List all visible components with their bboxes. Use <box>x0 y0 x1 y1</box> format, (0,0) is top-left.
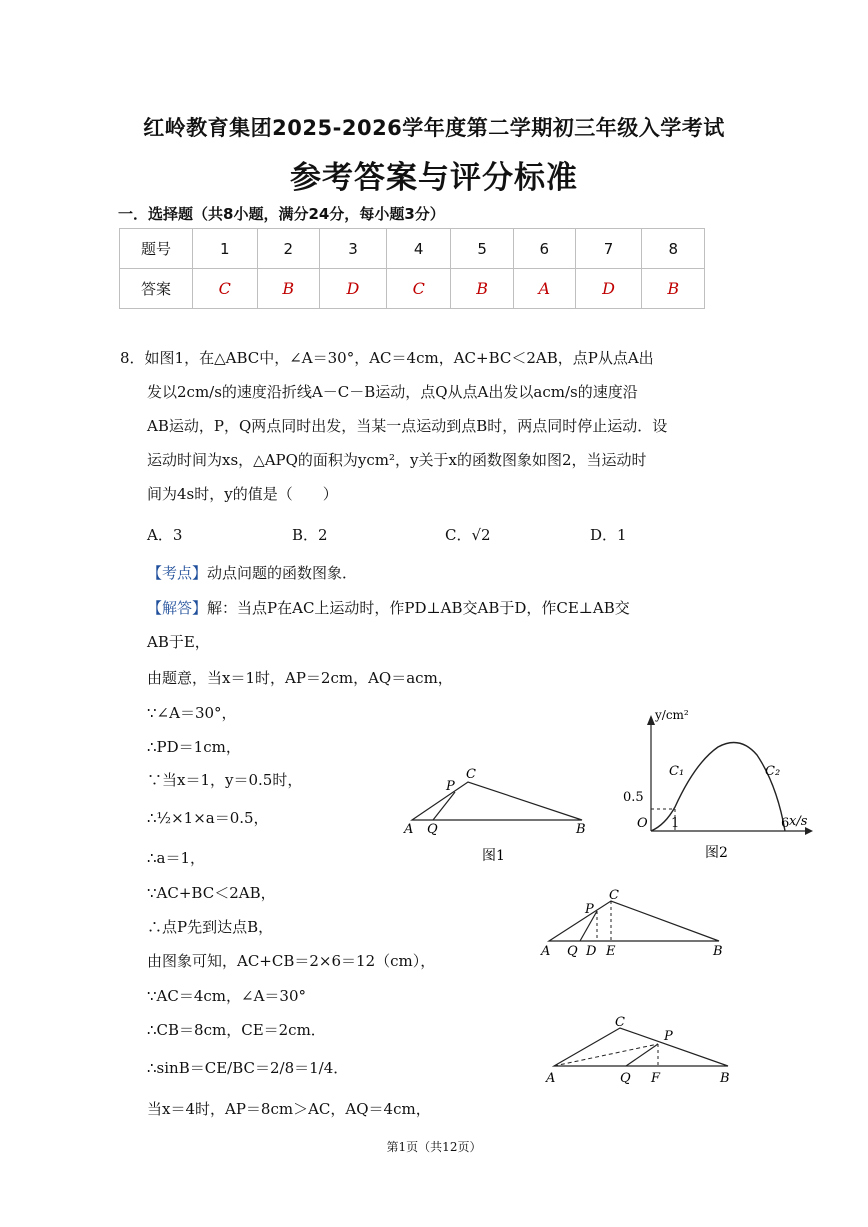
question-line: 8．如图1，在△ABC中，∠A＝30°，AC＝4cm，AC+BC＜2AB，点P从点A出 <box>120 349 654 367</box>
label-e: E <box>606 944 616 959</box>
origin-label: O <box>637 816 648 831</box>
table-row-numbers <box>120 229 705 269</box>
question-line: AB运动，P，Q两点同时出发，当某一点运动到点B时，两点同时停止运动．设 <box>147 417 668 435</box>
label-q: Q <box>620 1071 631 1086</box>
solution-step: 由题意，当x＝1时，AP＝2cm，AQ＝acm， <box>147 669 453 687</box>
option-d: D．1 <box>590 526 627 544</box>
answer-cell: C <box>386 269 451 309</box>
y-axis-arrow <box>647 715 655 725</box>
answer-cell: C <box>193 269 258 309</box>
label-a: A <box>546 1071 556 1086</box>
figure-4 <box>540 1010 740 1090</box>
answer-cell: B <box>642 269 705 309</box>
label-p: P <box>585 902 594 917</box>
label-c: C <box>615 1015 625 1030</box>
figure-caption: 图2 <box>705 845 728 861</box>
label-c: C <box>609 888 619 903</box>
figure-caption: 图1 <box>482 848 505 864</box>
solution-step: ∵∠A＝30°， <box>147 704 237 722</box>
label-a: A <box>541 944 551 959</box>
label-q: Q <box>567 944 578 959</box>
label-p: P <box>446 779 455 794</box>
table-cell: 4 <box>386 229 451 269</box>
label-b: B <box>713 944 723 959</box>
solution-step: ∵当x＝1，y＝0.5时， <box>147 771 303 789</box>
tick-label-1: 1 <box>671 816 680 831</box>
label-f: F <box>651 1071 661 1086</box>
answer-cell: A <box>513 269 575 309</box>
question-line: 运动时间为xs，△APQ的面积为ycm²，y关于x的函数图象如图2，当运动时 <box>147 451 647 469</box>
segment-pq <box>433 792 455 820</box>
kaodian-tag: 【考点】 <box>147 564 208 582</box>
solution-step: ∵AC＝4cm，∠A＝30° <box>147 987 307 1005</box>
kaodian-text: 动点问题的函数图象． <box>207 564 358 582</box>
option-a: A．3 <box>147 526 183 544</box>
tick-label-6: 6 <box>781 816 790 831</box>
answer-cell: D <box>319 269 386 309</box>
option-b: B．2 <box>292 526 328 544</box>
figure-3 <box>535 885 735 965</box>
figure-1 <box>400 760 600 870</box>
solution-line: AB于E， <box>147 633 210 651</box>
x-axis-label: x/s <box>789 814 808 829</box>
solution-step: ∴PD＝1cm， <box>147 738 241 756</box>
curve-label-c2: C₂ <box>765 764 781 779</box>
table-cell: 3 <box>319 229 386 269</box>
answer-cell: B <box>257 269 319 309</box>
solution-step: 当x＝4时，AP＝8cm＞AC，AQ＝4cm， <box>147 1100 431 1118</box>
label-b: B <box>720 1071 730 1086</box>
solution-step: ∴½×1×a＝0.5， <box>147 809 269 827</box>
solution-step: ∵AC+BC＜2AB， <box>147 884 276 902</box>
label-p: P <box>664 1029 673 1044</box>
y-axis-label: y/cm² <box>655 708 689 722</box>
question-line: 间为4s时，y的值是（ ） <box>147 485 338 503</box>
answer-table <box>119 228 705 309</box>
jieda-tag: 【解答】 <box>147 599 208 617</box>
answer-key-title: 参考答案与评分标准 <box>290 160 578 196</box>
exam-title: 红岭教育集团2025-2026学年度第二学期初三年级入学考试 <box>143 116 725 140</box>
table-cell: 5 <box>451 229 513 269</box>
table-cell: 7 <box>575 229 642 269</box>
table-row-answers <box>120 269 705 309</box>
label-a: A <box>404 822 414 837</box>
segment-qp <box>626 1044 658 1066</box>
triangle-abc <box>554 1028 728 1066</box>
answer-cell: B <box>451 269 513 309</box>
solution-step: ∴CB＝8cm，CE＝2cm． <box>147 1021 326 1039</box>
table-cell: 6 <box>513 229 575 269</box>
table-cell: 8 <box>642 229 705 269</box>
section-heading: 一．选择题（共8小题，满分24分，每小题3分） <box>118 205 445 223</box>
jieda-text: 解：当点P在AC上运动时，作PD⊥AB交AB于D，作CE⊥AB交 <box>207 599 630 617</box>
table-cell: 1 <box>193 229 258 269</box>
page-footer: 第1页（共12页） <box>386 1140 482 1154</box>
table-cell: 2 <box>257 229 319 269</box>
answer-cell: D <box>575 269 642 309</box>
label-c: C <box>466 767 476 782</box>
solution-step: 由图象可知，AC+CB＝2×6＝12（cm）， <box>147 952 436 970</box>
label-q: Q <box>427 822 438 837</box>
triangle-abc <box>549 901 719 941</box>
solution-step: ∴sinB＝CE/BC＝2/8＝1/4． <box>147 1059 349 1077</box>
table-header-answer: 答案 <box>120 269 193 309</box>
tick-label-0.5: 0.5 <box>623 790 644 805</box>
option-c: C．√2 <box>445 526 491 544</box>
table-header-number: 题号 <box>120 229 193 269</box>
solution-step: ∴a＝1， <box>147 849 206 867</box>
label-d: D <box>586 944 597 959</box>
label-b: B <box>576 822 586 837</box>
question-line: 发以2cm/s的速度沿折线A－C－B运动，点Q从点A出发以acm/s的速度沿 <box>147 383 638 401</box>
jieda-line <box>147 598 630 618</box>
curve-label-c1: C₁ <box>669 764 685 779</box>
kaodian-line <box>147 563 357 583</box>
solution-step: ∴点P先到达点B， <box>147 918 274 936</box>
figure-2 <box>615 705 825 865</box>
